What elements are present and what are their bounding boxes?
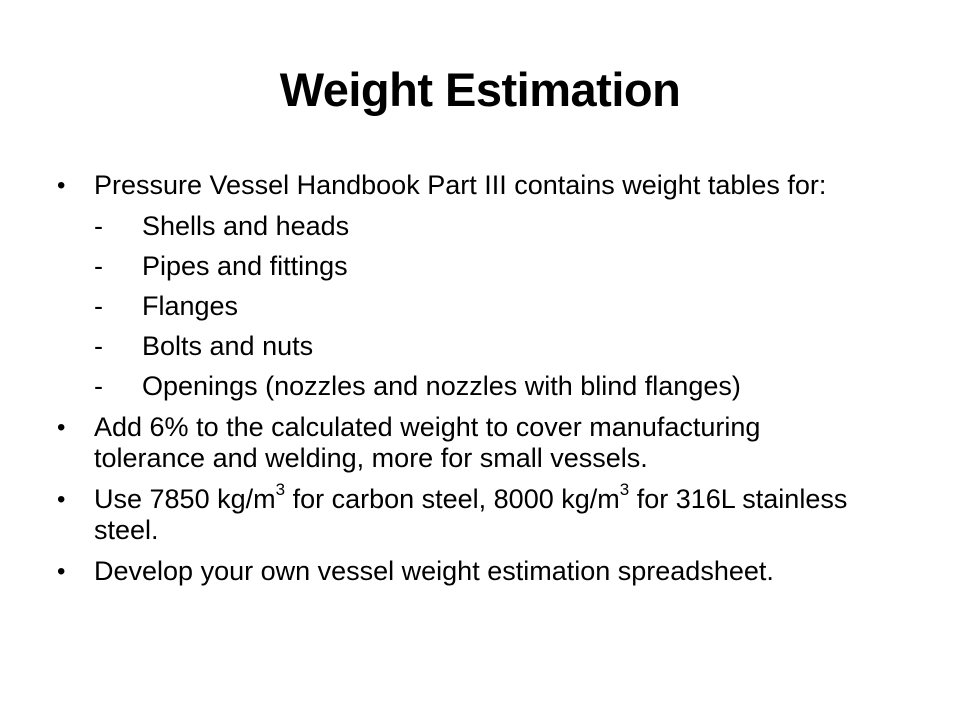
dash-icon: - — [94, 371, 103, 401]
bullet-item-spreadsheet — [57, 556, 877, 587]
slide-title: Weight Estimation — [279, 63, 681, 116]
dash-icon: - — [94, 291, 103, 321]
sub-item — [57, 211, 877, 242]
bullet-item-density — [57, 480, 877, 546]
sub-item-text: Pipes and fittings — [142, 251, 348, 281]
bullet-icon: • — [57, 558, 66, 585]
dash-icon: - — [94, 251, 103, 281]
bullet-icon: • — [57, 414, 66, 441]
sub-item — [57, 291, 877, 322]
density-text-part1: Use 7850 kg/m — [94, 484, 276, 514]
superscript-3: 3 — [619, 480, 630, 499]
superscript-3: 3 — [275, 480, 286, 499]
bullet-item-handbook — [57, 170, 877, 201]
bullet-text: Add 6% to the calculated weight to cover manufacturing tolerance and welding, more for small vessels. — [94, 412, 761, 473]
sub-item — [57, 251, 877, 282]
density-text-part2: for carbon steel, 8000 kg/m — [285, 484, 620, 514]
sub-item-text: Shells and heads — [142, 211, 350, 241]
dash-icon: - — [94, 211, 103, 241]
bullet-text: Pressure Vessel Handbook Part III contains weight tables for: — [94, 170, 827, 200]
bullet-text: Develop your own vessel weight estimation spreadsheet. — [94, 556, 774, 586]
density-text-part3: for 316L stainless steel. — [94, 484, 848, 545]
bullet-icon: • — [57, 486, 66, 513]
slide-content — [57, 170, 877, 597]
sub-item-text: Bolts and nuts — [142, 331, 314, 361]
bullet-item-tolerance — [57, 412, 877, 474]
bullet-icon: • — [57, 172, 66, 199]
sub-item-text: Openings (nozzles and nozzles with blind flanges) — [142, 371, 741, 401]
sub-item-text: Flanges — [142, 291, 239, 321]
sub-list — [57, 211, 877, 402]
dash-icon: - — [94, 331, 103, 361]
sub-item — [57, 371, 877, 402]
sub-item — [57, 331, 877, 362]
